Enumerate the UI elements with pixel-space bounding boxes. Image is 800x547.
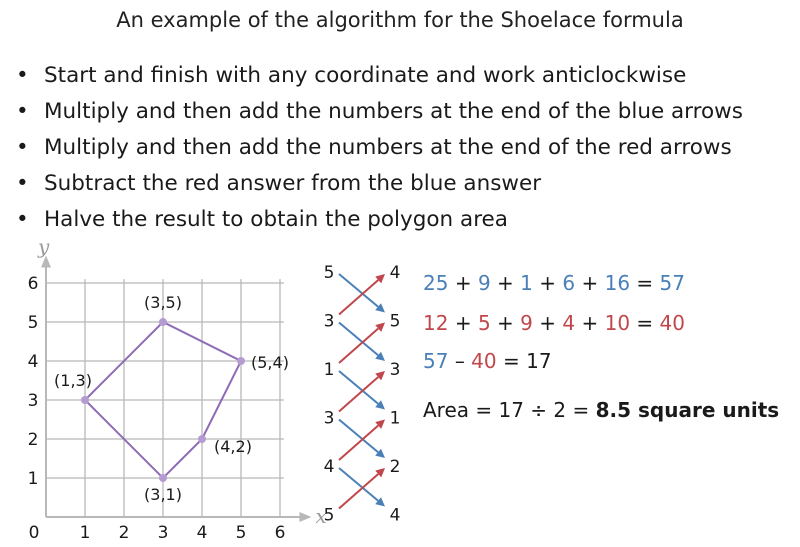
plus-sign: + [454,271,472,295]
plus-sign: + [497,311,514,335]
left-number: 4 [323,457,335,477]
blue-term: 6 [562,271,576,295]
difference-line [423,349,552,373]
red-term: 9 [520,311,533,335]
vertex-label: (3,1) [144,485,182,504]
page-title: An example of the algorithm for the Shoelace formula [116,8,684,32]
area-answer: 8.5 square units [595,398,780,422]
left-number: 5 [323,263,335,283]
y-tick-label: 4 [27,352,39,372]
blue-arrow [339,468,378,501]
x-tick-label: 1 [79,523,91,543]
x-tick-label: 5 [235,523,247,543]
instruction-item: • Multiply and then add the numbers at the end of the blue arrows [12,94,743,130]
y-axis-label: y [38,234,50,259]
blue-total: 57 [423,349,449,373]
x-axis-label: x [315,504,327,528]
blue-term: 9 [477,271,491,295]
vertex-point [159,474,167,482]
y-tick-label: 3 [27,391,39,411]
plus-sign: + [497,271,514,295]
vertex-point [159,318,167,326]
blue-arrow [339,323,378,356]
x-axis-arrow [299,512,311,522]
red-term: 10 [604,311,631,335]
red-arrow [339,377,378,412]
plus-sign: + [581,271,599,295]
instruction-item: • Multiply and then add the numbers at the end of the red arrows [12,130,743,166]
origin-label: 0 [28,523,40,543]
right-number: 5 [389,311,401,332]
right-number: 2 [389,457,401,477]
blue-term: 1 [520,271,533,295]
y-tick-label: 5 [27,313,39,333]
red-arrow [339,474,378,509]
blue-arrow [339,420,378,453]
vertex-label: (3,5) [144,293,182,312]
red-term: 5 [477,311,491,335]
equals-sign: = [502,349,520,373]
y-tick-label: 2 [27,430,39,450]
blue-arrow [339,371,378,404]
plus-sign: + [454,311,472,335]
plus-sign: + [539,311,557,335]
red-arrow [339,328,378,363]
right-number: 3 [389,360,401,380]
red-total: 40 [471,349,497,373]
blue-total: 57 [659,271,685,295]
red-term: 4 [562,311,576,335]
minus-sign: – [454,349,465,373]
area-line [423,398,779,422]
blue-term: 16 [604,271,631,295]
vertex-label: (1,3) [54,371,92,390]
y-tick-label: 6 [27,274,39,294]
area-expression: Area = 17 ÷ 2 = [423,398,596,422]
blue-term: 25 [423,271,449,295]
right-number: 4 [389,263,401,283]
red-arrow [339,280,378,315]
y-tick-label: 1 [27,469,39,489]
vertex-point [237,357,245,365]
red-term: 12 [423,311,449,335]
plus-sign: + [539,271,557,295]
left-number: 1 [323,360,335,380]
vertex-label: (4,2) [214,437,252,456]
equals-sign: = [636,311,654,335]
equals-sign: = [636,271,654,295]
instruction-item: • Subtract the red answer from the blue answer [12,166,743,202]
blue-arrow [339,274,378,307]
right-number: 1 [389,408,401,429]
left-number: 3 [323,311,335,332]
instruction-item: • Halve the result to obtain the polygon area [12,202,743,238]
x-tick-label: 6 [274,523,286,543]
x-tick-label: 2 [118,523,130,543]
left-number: 3 [323,408,335,429]
difference-result: 17 [526,349,552,373]
red-total: 40 [659,311,685,335]
red-arrow [339,425,378,460]
left-number: 5 [323,505,335,526]
instruction-item: • Start and finish with any coordinate and work anticlockwise [12,58,743,94]
blue-sum-line [423,271,685,295]
vertex-point [198,435,206,443]
red-sum-line [423,311,685,335]
right-number: 4 [389,505,401,526]
vertex-label: (5,4) [251,353,289,372]
vertex-point [81,396,89,404]
x-tick-label: 3 [157,523,169,543]
plus-sign: + [581,311,599,335]
x-tick-label: 4 [196,523,208,543]
